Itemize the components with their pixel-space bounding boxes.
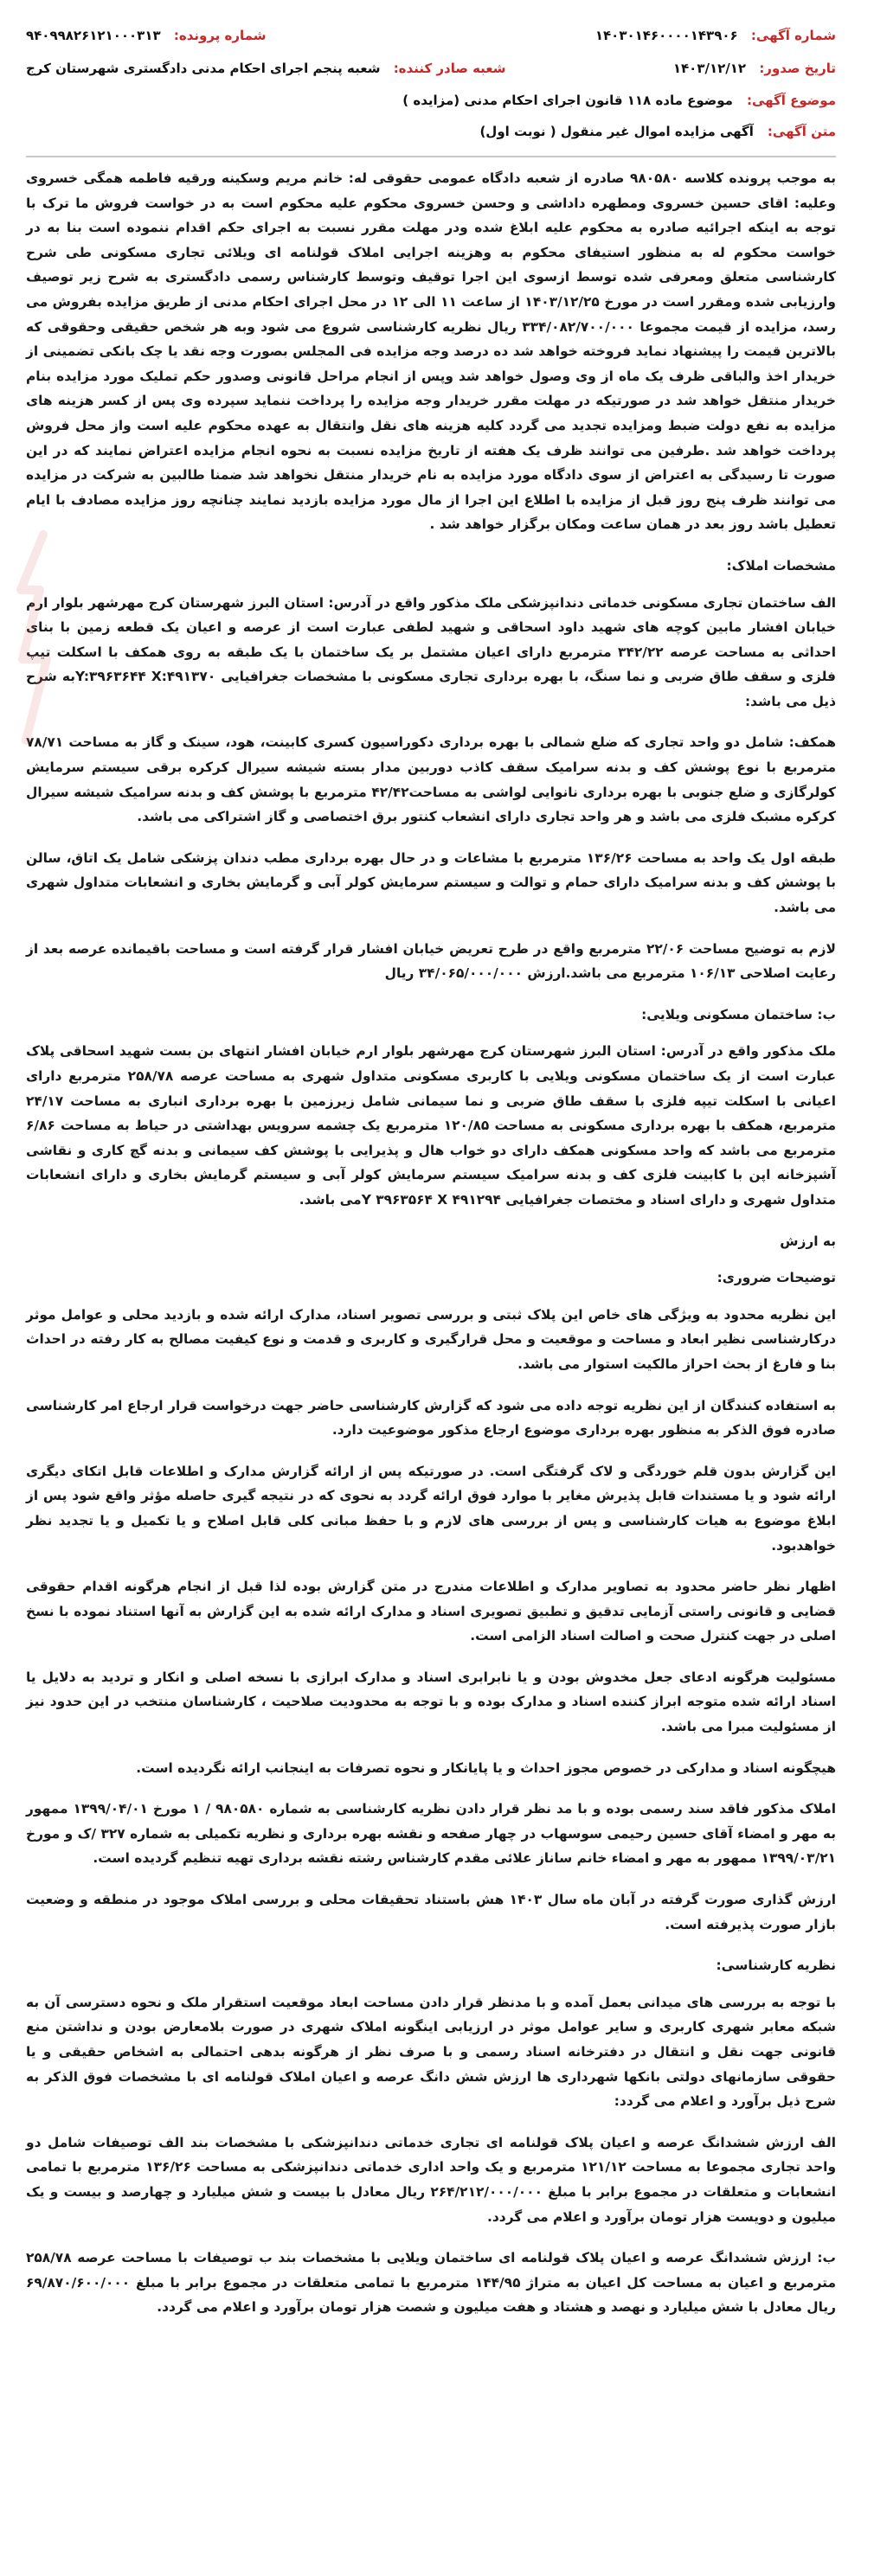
text-label: متن آگهی: [767, 124, 836, 139]
subject-value: موضوع ماده ۱۱۸ قانون اجرای احکام مدنی (مزایده ) [402, 93, 733, 108]
note-paragraph-7: املاک مذکور فاقد سند رسمی بوده و با مد نظر قرار دادن نظریه کارشناسی به شماره ۹۸۰۵۸۰ / ۱ مورخ ۱۳۹۹/۰۴/۰۱ ممهور به مهر و امضاء آقای حسین رحیمی سوسهاب در چهار صفحه و نقشه بهره برداری و نظریه تکمیلی به شماره ۳۲۷ /ک و مورخ ۱۳۹۹/۰۳/۲۱ ممهور به مهر و امضاء خانم ساناز علائی مقدم کارشناس رشته نقشه برداری تهیه تنظیم گردیده است. [26, 1801, 837, 1867]
ad-number [595, 19, 836, 52]
header-row-1 [26, 19, 836, 52]
issuer-label: شعبه صادر کننده: [393, 61, 506, 76]
note-paragraph-4: اظهار نظر حاضر محدود به تصاویر مدارک و اطلاعات مندرج در متن گزارش بوده لذا قبل از انجام هرگونه اقدام حقوقی قضایی و قانونی راستی آزمایی تدقیق و تطبیق تصویری اسناد و مدارک ارائه شده به این گزارش به آنها استناد نموده با نسخ اصلی در جهت کنترل صحت و اصالت اسناد الزامی است. [26, 1579, 836, 1644]
issue-date-label: تاریخ صدور: [759, 61, 836, 76]
section-heading-notes: توضیحات ضروری: [717, 1270, 836, 1286]
intro-paragraph: به موجب پرونده کلاسه ۹۸۰۵۸۰ صادره از شعبه دادگاه عمومی حقوقی له: خانم مریم وسکینه ورقیه فاطمه همگی خسروی وعلیه: اقای حسین خسروی ومطهره داداشی و وحسن خسروی محکوم علیه محکوم است به در خواست فروش ما ترک با توجه به اینکه اجرائیه صادره به محکوم علیه ابلاغ شده ودر مهلت مقرر نسبت به اجرای حکم اقدام ننموده است بنا به در خواست محکوم له به منظور استیفای محکوم به وهزینه اجرایی املاک قولنامه ای ویلائی تجاری مسکونی طی شرح کارشناسی متعلق ومعرفی شده توسط ازسوی این اجرا توقیف وتوسط کارشناس رسمی دادگستری به شرح زیر توصیف وارزیابی شده ومقرر است در مورخ ۱۴۰۳/۱۲/۲۵ از ساعت ۱۱ الی ۱۲ در محل اجرای احکام مدنی از طریق مزایده بفروش می رسد، مزایده از قیمت مجموعا ۳۳۴/۰۸۲/۷۰۰/۰۰۰ ریال نظریه کارشناسی شروع می شود وبه هر شخص حقیقی وحقوقی که بالاترین قیمت را پیشنهاد نماید فروخته خواهد شد ده درصد وجه مزایده فی المجلس بصورت وجه نقد یا چک بانکی تضمینی از خریدار اخذ والباقی ظرف یک ماه از وی وصول خواهد شد وپس از انجام مراحل قانونی وصدور حکم تملیک مورد مزایده بنام خریدار منتقل خواهد شد در صورتیکه در مهلت مقرر خریدار وجه مزایده را پرداخت ننماید سپرده وی پس از کسر هزینه های مزایده به نفع دولت ضبط ومزایده تجدید می گردد کلیه هزینه های نقل وانتقال به عهده محکوم علیه است واز محل فروش پرداخت خواهد شد .طرفین می توانند ظرف یک هفته از تاریخ مزایده نسبت به نحوه انجام مزایده اعتراض نمایند که در این صورت تا رسیدگی به اعتراض از سوی دادگاه مورد مزایده به نام خریدار منتقل نخواهد شد ضمنا طالبین به شرکت در مزایده می توانند ظرف پنج روز قبل از مزایده با اطلاع این اجرا از مال مورد مزایده بازدید نمایند چنانچه روز مزایده مصادف با ایام تعطیل باشد روز بعد در همان ساعت ومکان برگزار خواهد شد . [26, 170, 836, 533]
ad-number-label: شماره آگهی: [750, 28, 836, 43]
note-paragraph-3: این گزارش بدون قلم خوردگی و لاک گرفتگی است. در صورتیکه پس از ارائه گزارش مدارک و اطلاعات قابل اتکای دیگری ارائه شود و یا مستندات قابل پذیرش مغایر با موارد فوق ارائه گردد به نحوی که در نتیجه گیری حاصله مؤثر واقع شود پس از ابلاغ موضوع به هیات کارشناسی و پس از بررسی های لازم و با حفظ مبانی کلی قابل اصلاح و یا تکمیل و یا تجدید نظر خواهدبود. [26, 1463, 836, 1554]
text-title: آگهی مزایده اموال غیر منقول ( نوبت اول) [479, 124, 754, 139]
ad-number-value: ۱۴۰۳۰۱۴۶۰۰۰۰۱۴۳۹۰۶ [594, 28, 738, 43]
note-paragraph-6: هیچگونه اسناد و مدارکی در خصوص مجوز احداث و یا پایانکار و نحوه تصرفات به اینجانب ارائه نگردیده است. [136, 1759, 836, 1776]
note-paragraph-5: مسئولیت هرگونه ادعای جعل مخدوش بودن و یا نابرابری اسناد و مدارک ابرازی با نسخه اصلی و انکار و تردید به دلایل یا اسناد ارائه شده متوجه ابراز کننده اسناد و مدارک بوده و با توجه به محدودیت صلاحیت ، کارشناسان منتخب در این حدود نیز از مسئولیت مبرا می باشد. [26, 1669, 836, 1735]
issue-date-value: ۱۴۰۳/۱۲/۱۲ [672, 61, 747, 76]
section-heading-properties: مشخصات املاک: [726, 557, 836, 574]
section-heading-opinion: نظریه کارشناسی: [716, 1958, 836, 1974]
first-floor-paragraph: طبقه اول یک واحد به مساحت ۱۳۶/۲۶ مترمربع با مشاعات و در حال بهره برداری مطب دندان پزشکی شامل یک اتاق، سالن با پوشش کف و بدنه سرامیک دارای حمام و توالت و سیستم سرمایش کولر آبی و گرمایش بخاری و انشعابات متداول شهری می باشد. [26, 849, 836, 916]
note-paragraph-1: این نظریه محدود به ویژگی های خاص این پلاک ثبتی و بررسی تصویر اسناد، مدارک ارائه شده و بازدید محلی و عوامل موثر درکارشناسی نظیر ابعاد و مساحت و موقعیت و محل قرارگیری و کاربری و قدمت و نوع کیفیت مصالح به کار رفته در احداث بنا و فارغ از بحث احراز مالکیت استوار می باشد. [26, 1306, 836, 1372]
header-row-2 [26, 52, 836, 85]
issue-date [673, 52, 836, 85]
ground-floor-paragraph: همکف: شامل دو واحد تجاری که ضلع شمالی با بهره برداری دکوراسیون کسری کابینت، هود، سینک و گاز به مساحت ۷۸/۷۱ مترمربع با نوع پوشش کف و بدنه سرامیک سقف کاذب دوربین مدار بسته شیشه سیرال کرکره برقی سیستم سرمایش کولرگازی و ضلع جنوبی با بهره برداری نانوایی لواشی به مساحت۴۲/۴۲ مترمربع با پوشش کف و بدنه سرامیک شیشه سیرال کرکره مشبک فلزی می باشد و هر واحد تجاری دارای انشعاب کنتور برق اختصاصی و گاز اشتراکی می باشد. [26, 734, 836, 825]
section-heading-villa: ب: ساختمان مسکونی ویلایی: [641, 1006, 836, 1022]
valuation-b-paragraph: ب: ارزش ششدانگ عرصه و اعیان پلاک قولنامه ای ساختمان ویلایی با مشخصات بند ب توصیفات با مساحت عرصه ۲۵۸/۷۸ مترمربع و اعیان به مساحت کل اعیان به متراژ ۱۴۴/۹۵ مترمربع با تمامی متعلقات در مجموع برابر با مبلغ ۶۹/۸۷۰/۶۰۰/۰۰۰ ریال معادل با شش میلیارد و نهصد و هشتاد و هفت میلیون و شصت هزار تومان برآورد و اعلام می گردد. [26, 2250, 836, 2316]
issuer [26, 52, 506, 85]
issuer-value: شعبه پنجم اجرای احکام مدنی دادگستری شهرستان کرج [26, 61, 381, 76]
ad-body [26, 166, 836, 2320]
ad-header [26, 19, 836, 157]
case-number-label: شماره پرونده: [173, 28, 267, 43]
case-number [26, 19, 266, 52]
opinion-paragraph: با توجه به بررسی های میدانی بعمل آمده و با مدنظر قرار دادن مساحت ابعاد موقعیت استقرار ملک و نحوه دسترسی آن به شبکه معابر شهری کاربری و سایر عوامل موثر در ارزیابی اینگونه املاک شهری در صورت بلامعارض بودن و نداشتن منع قانونی جهت نقل و انتقال در دفترخانه اسناد رسمی و با صرف نظر از هرگونه بدهی احتمالی به اشخاص حقیقی و یا حقوقی سازمانهای دولتی بانکها شهرداری ها ارزش شش دانگ عرصه و اعیان املاک قولنامه ای با مشخصات فوق الذکر به شرح ذیل برآورد و اعلام می گردد: [26, 1994, 836, 2110]
valuation-a-paragraph: الف ارزش ششدانگ عرصه و اعیان پلاک قولنامه ای تجاری خدماتی دندانپزشکی با مشخصات بند الف توصیفات شامل دو واحد تجاری مجموعا به مساحت ۱۲۱/۱۲ مترمربع و یک واحد اداری خدماتی دندانپزشکی به مساحت ۱۳۶/۲۶ مترمربع با تمامی انشعابات و متعلقات در مجموع برابر با مبلغ ۲۶۴/۲۱۲/۰۰۰/۰۰۰ ریال معادل با بیست و شش میلیارد و چهارصد و بیست و یک میلیون و دویست هزار تومان برآورد و اعلام می گردد. [26, 2134, 837, 2225]
note-paragraph-8: ارزش گذاری صورت گرفته در آبان ماه سال ۱۴۰۳ هش باستناد تحقیقات محلی و بررسی املاک موجود در منطقه و وضعیت بازار صورت پذیرفته است. [26, 1892, 837, 1932]
case-number-value: ۹۴۰۹۹۸۲۶۱۲۱۰۰۰۳۱۳ [26, 28, 161, 43]
subject-row [26, 85, 836, 116]
villa-description: ملک مذکور واقع در آدرس: استان البرز شهرستان کرج مهرشهر بلوار ارم خیابان افشار انتهای بن بست شهید اسحاقی پلاک عبارت است از یک ساختمان مسکونی ویلایی با کاربری مسکونی متداول شهری به مساحت عرصه ۲۵۸/۷۸ مترمربع دارای اعیانی با اسکلت تیپه فلزی با سقف طاق ضربی و نما سیمانی شامل زیرزمین با بهره برداری انباری به مساحت ۲۴/۱۷ مترمربع، همکف با بهره برداری مسکونی به مساحت ۱۲۰/۸۵ مترمربع یک چشمه سرویس بهداشتی در حیاط به مساحت ۶/۸۶ مترمربع می باشد که واحد مسکونی همکف دارای دو خواب هال و پذیرایی با پوشش کف سیمانی و بدنه گچ کاری و نقاشی آشپزخانه اپن با کابینت فلزی کف و بدنه سرامیک سیستم سرمایش کولر آبی و سیستم گرمایش بخاری و دارای انشعابات متداول شهری و دارای اسناد و مختصات جغرافیایی Y ۳۹۶۳۵۶۴ X ۴۹۱۲۹۴می باشد. [26, 1043, 836, 1208]
value-line: به ارزش [780, 1233, 836, 1249]
property-a-description: الف ساختمان تجاری مسکونی خدماتی دندانپزشکی ملک مذکور واقع در آدرس: استان البرز شهرستان کرج مهرشهر بلوار ارم خیابان افشار مابین کوچه های شهید داود اسحاقی و شهید لطفی عبارت است از عرصه و اعیان یک قطعه زمین با بنای احداثی به مساحت عرصه ۳۴۲/۲۲ مترمربع دارای اعیان مشتمل بر یک ساختمان با یک طبقه به روی همکف با اسکلت تیپ فلزی و سقف طاق ضربی و نما سنگ، با بهره برداری تجاری مسکونی با مشخصات جغرافیایی Y:۳۹۶۳۶۴۴ X:۴۹۱۳۷۰به شرح ذیل می باشد: [26, 594, 837, 709]
subject-label: موضوع آگهی: [746, 93, 836, 108]
text-title-row [26, 116, 836, 147]
widening-note-paragraph: لازم به توضیح مساحت ۲۲/۰۶ مترمربع واقع در طرح تعریض خیابان افشار قرار گرفته است و مساحت باقیمانده عرصه بعد از رعایت اصلاحی ۱۰۶/۱۳ مترمربع می باشد.ارزش ۳۴/۰۶۵/۰۰۰/۰۰۰ ریال [26, 940, 836, 982]
note-paragraph-2: به استفاده کنندگان از این نظریه توجه داده می شود که گزارش کارشناسی حاضر جهت درخواست قرار ارجاع امر کارشناسی صادره فوق الذکر به منظور بهره برداری موضوع ارجاع مذکور موضوعیت دارد. [26, 1397, 836, 1439]
